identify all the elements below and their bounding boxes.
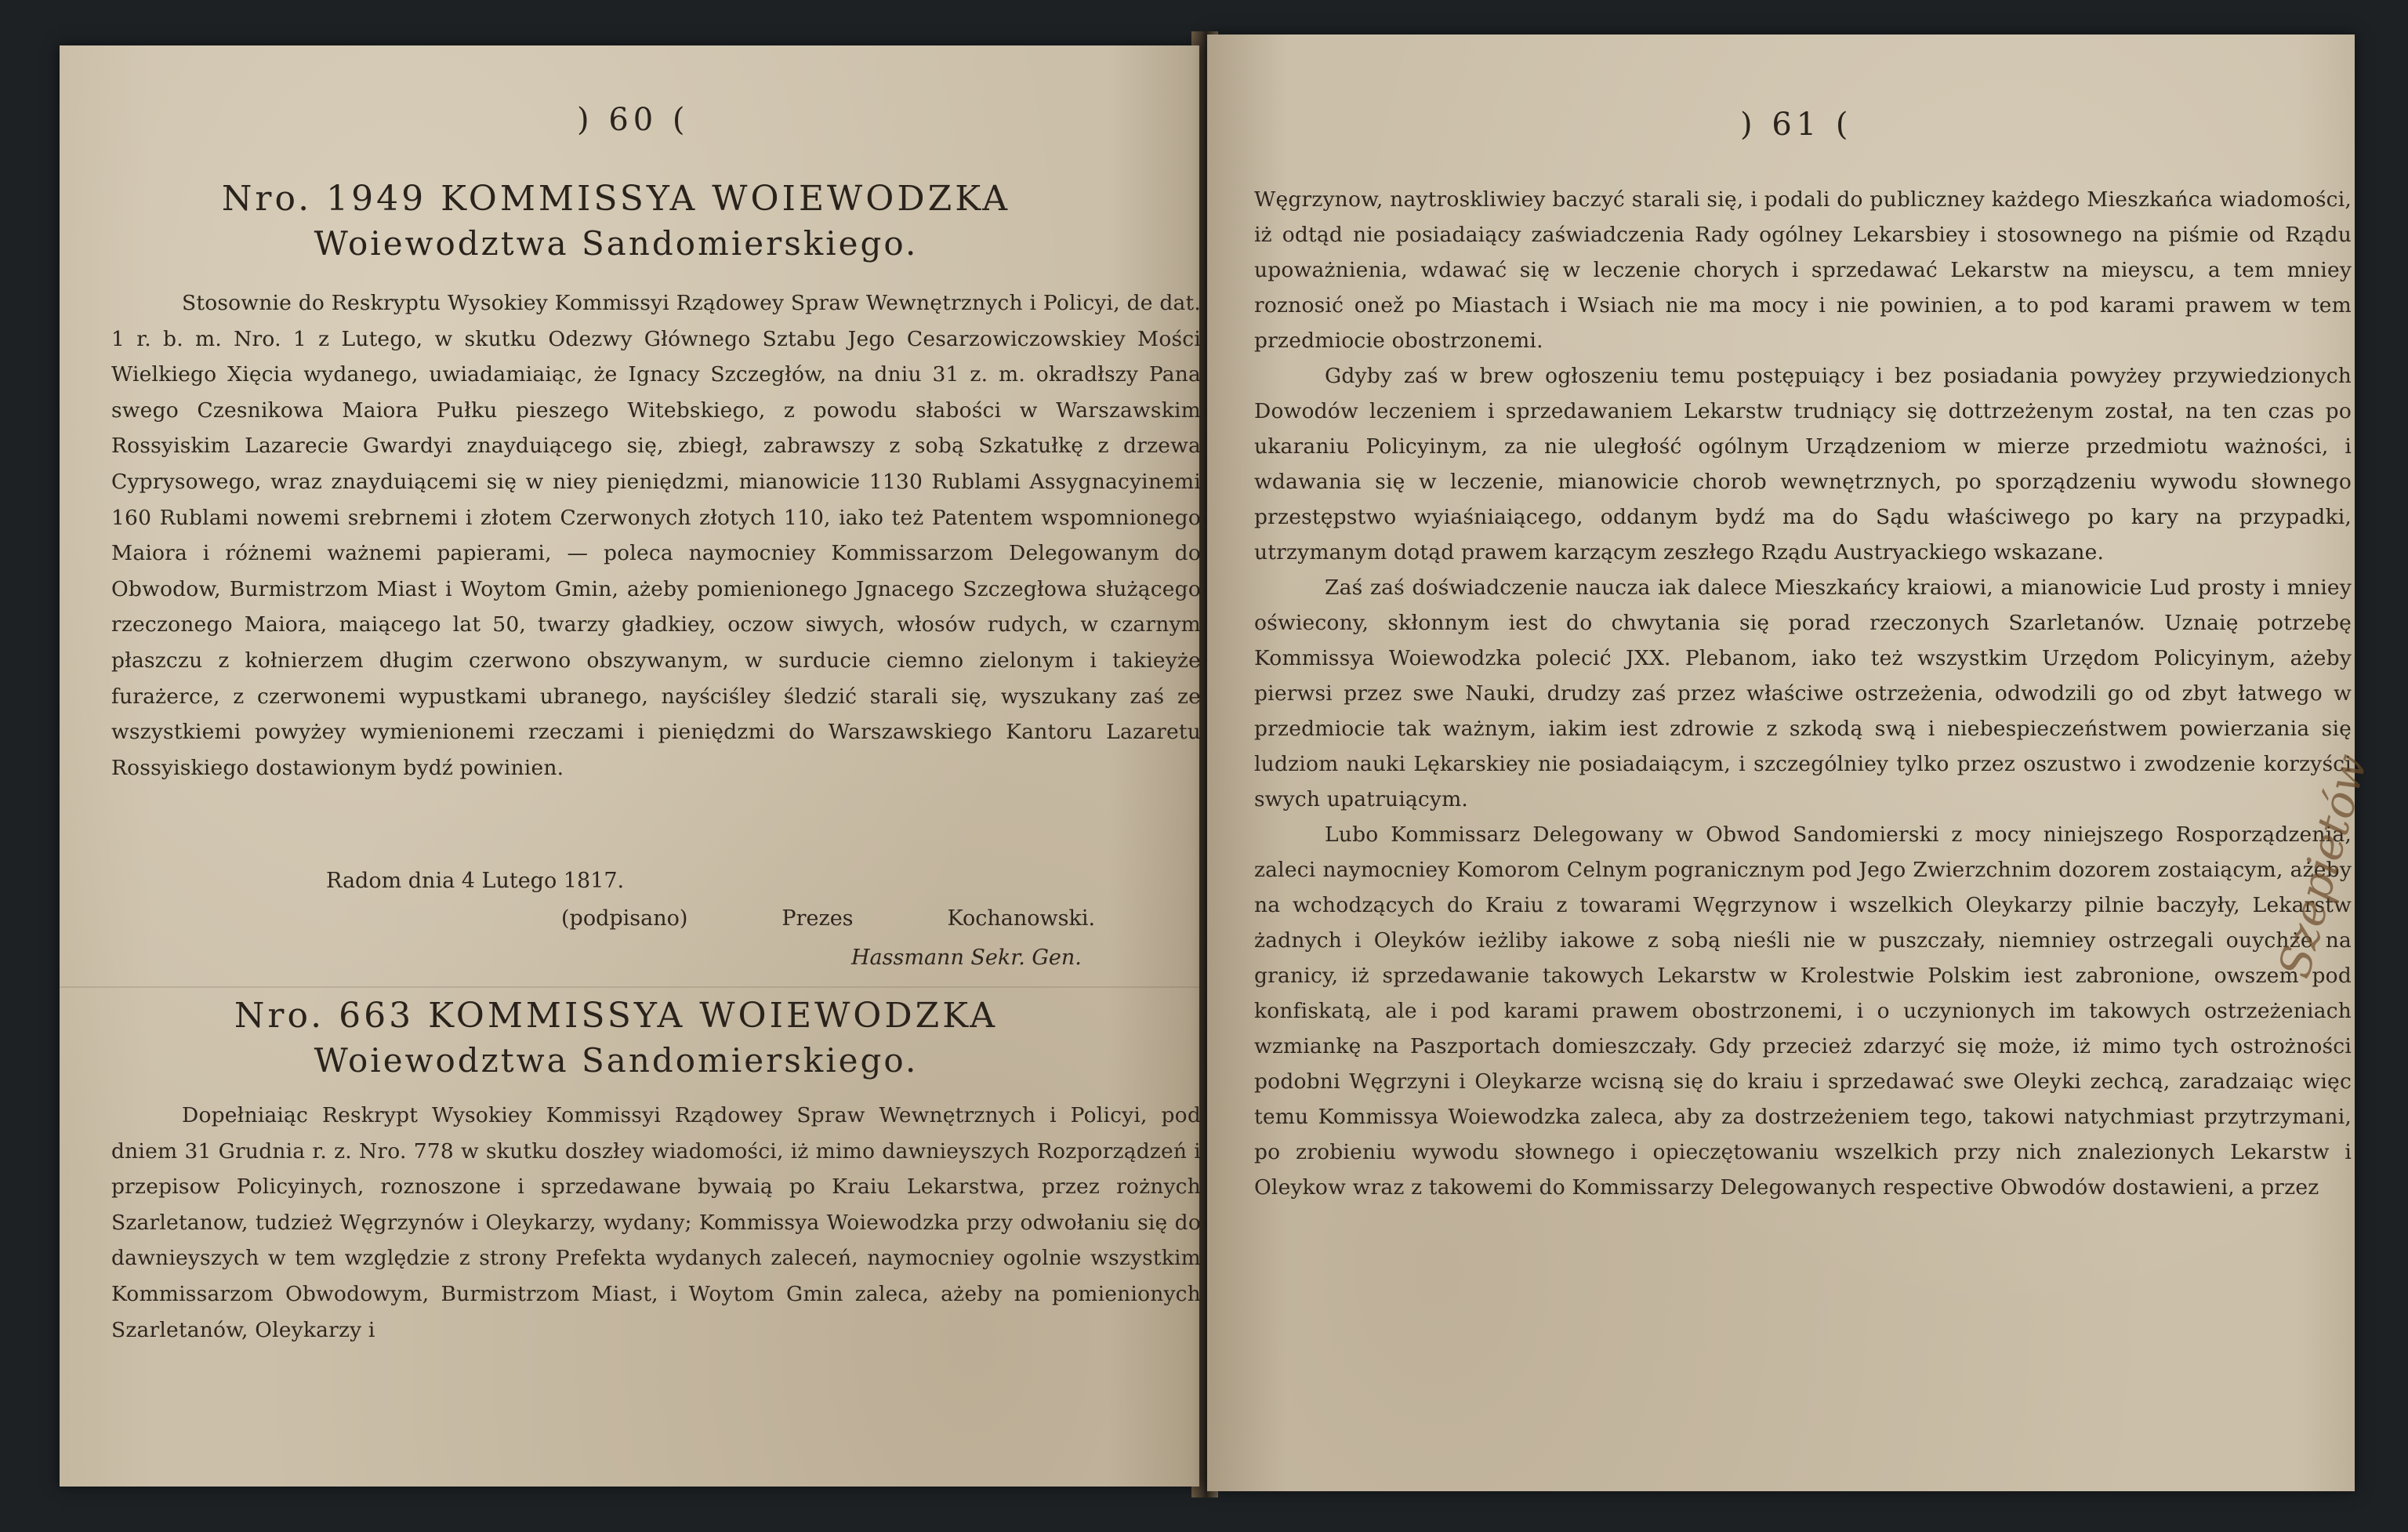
right-paragraph-1: Węgrzynow, naytroskliwiey baczyć starali się, i podali do publiczney każdego Mieszkańca wiadomości, iż odtąd nie posiadaiący zaświadczenia Rady ogólney Lekarsbiey i stosownego na piśmie od Rządu upoważnienia, wdawać się w leczenie chorych i sprzedawać Lekarstw na mieyscu, a tem mniey roznosić onež po Miastach i Wsiach nie ma mocy i nie powinien, a to pod karami prawem w tem przedmiocie obostrzonemi. <box>1254 187 2352 353</box>
notice1-title: Nro. 1949 KOMMISSYA WOIEWODZKA <box>221 179 1011 219</box>
margin-note-text: Szepietów <box>2268 748 2378 983</box>
notice2-subtitle: Woiewodztwa Sandomierskiego. <box>314 1041 919 1080</box>
right-body-block <box>1254 182 2352 1205</box>
notice2-body-block <box>111 1098 1201 1348</box>
page-number-right: ) 61 ( <box>1740 107 1853 143</box>
left-page <box>60 45 1199 1487</box>
date-line: Radom dnia 4 Lutego 1817. <box>326 869 625 893</box>
page-number-left: ) 60 ( <box>577 102 690 138</box>
notice1-body: Stosownie do Reskryptu Wysokiey Kommissyi Rządowey Spraw Wewnętrznych i Policyi, de dat. 1 r. b. m. Nro. 1 z Lutego, w skutku Odezwy Głównego Sztabu Jego Cesarzowiczowskiey Mości Wielkiego Xięcia wydanego, uwiadamiaiąc, że Ignacy Szczegłów, na dniu 31 z. m. okradłszy Pana swego Czesnikowa Maiora Pułku pieszego Witebskiego, z powodu słabości w Warszawskim Rossyiskim Lazarecie Gwardyi znayduiącego się, zbiegł, zabrawszy z sobą Szkatułkę z drzewa Cyprysowego, wraz znayduiącemi się w niey pieniędzmi, mianowicie 1130 Rublami Assygnacyinemi 160 Rublami nowemi srebrnemi i złotem Czerwonych złotych 110, iako też Patentem wspomnionego Maiora i różnemi ważnemi papierami, — poleca naymocniey Kommissarzom Delegowanym do Obwodow, Burmistrzom Miast i Woytom Gmin, ażeby pomienionego Jgnacego Szczegłowa służącego rzeczonego Maiora, maiącego lat 50, twarzy gładkiey, oczow siwych, włosów rudych, w czarnym płaszczu z kołnierzem długim czerwono obszywanym, w surducie ciemno zielonym i takieyże furażerce, z czerwonemi wypustkami ubranego, nayściśley śledzić starali się, wyszukany zaś ze wszystkiemi powyżey wymienionemi rzeczami i pieniędzmi do Warszawskiego Kantoru Lazaretu Rossyiskiego dostawionym bydź powinien. <box>111 291 1201 780</box>
signed-label: (podpisano) <box>561 906 688 931</box>
signature-role: Prezes <box>782 906 854 931</box>
signature-name: Kochanowski. <box>947 906 1096 931</box>
notice1-subtitle: Woiewodztwa Sandomierskiego. <box>314 224 919 263</box>
notice2-heading <box>107 994 1126 1084</box>
notice1-body-block <box>111 285 1201 786</box>
right-paragraph-4: Lubo Kommissarz Delegowany w Obwod Sandomierski z mocy niniejszego Rosporządzenia, zaleci naymocniey Komorom Celnym pogranicznym pod Jego Zwierzchnim dozorem zostaiącym, ażeby na wchodzących do Kraiu z towarami Węgrzynow i wszelkich Oleykarzy pilnie baczyły, Lekarstw żadnych i Oleyków ieżliby iakowe z sobą nieśli nie w puszczały, niemniey ostrzegali ouychże na granicy, iż sprzedawanie takowych Lekarstw w Krolestwie Polskim iest zabronione, owszem pod konfiskatą, ale i pod karami prawem obostrzonemi, i o uczynionych im takowych ostrzeżeniach wzmiankę na Paszportach domieszczały. Gdy przecież zdarzyć się może, iż mimo tych ostrożności podobni Węgrzyni i Oleykarze wcisną się do kraiu i sprzedawać swe Oleyki zechcą, zaradzaiąc więc temu Kommissya Woiewodzka zaleca, aby za dostrzeżeniem tego, takowi natychmiast przytrzymani, po zrobieniu wywodu słownego i opieczętowaniu wszelkich przy nich znalezionych Lekarstw i Oleykow wraz z takowemi do Kommissarzy Delegowanych respective Obwodów dostawieni, a przez <box>1254 822 2352 1200</box>
right-paragraph-3: Zaś zaś doświadczenie naucza iak dalece Mieszkańcy kraiowi, a mianowicie Lud prosty i mniey oświecony, skłonnym iest do chwytania się porad rzeczonych Szarletanów. Uznaię potrzebę Kommissya Woiewodzka polecić JXX. Plebanom, iako też wszystkim Urzędom Policyinym, ażeby pierwsi przez swe Nauki, drudzy zaś przez właściwe ostrzeżenia, odwodzili go od zbyt łatwego w przedmiocie tak ważnym, iakim iest zdrowie z szkodą swą i niebespieczeństwem powierzania się ludziom nauki Lękarskiey nie posiadaiącym, i szczególniey tylko przez oszustwo i zwodzenie korzyści swych upatruiącym. <box>1254 575 2352 811</box>
notice2-title: Nro. 663 KOMMISSYA WOIEWODZKA <box>234 996 999 1036</box>
page-crease <box>60 986 1199 988</box>
right-paragraph-2: Gdyby zaś w brew ogłoszeniu temu postępuiący i bez posiadania powyżey przywiedzionych Dowodów leczeniem i sprzedawaniem Lekarstw trudniący się dottrzeżenym został, na ten czas po ukaraniu Policyinym, za nie uległość ogólnym Urządzeniom w mierze przedmiotu ważności, i wdawania się w leczenie, mianowicie chorob wewnętrznych, po sporządzeniu wywodu słownego przestępstwo wyiaśniaiącego, oddanym bydź ma do Sądu właściwego po kary na przypadki, utrzymanym dotąd prawem karzącym zeszłego Rządu Austryackiego wskazane. <box>1254 364 2352 565</box>
secretary-line: Hassmann Sekr. Gen. <box>851 946 1082 970</box>
notice1-heading <box>107 177 1126 267</box>
right-page <box>1207 34 2378 1491</box>
signature-line <box>561 906 1095 931</box>
margin-handwritten-note <box>2268 701 2378 1030</box>
notice2-body: Dopełniaiąc Reskrypt Wysokiey Kommissyi Rządowey Spraw Wewnętrznych i Policyi, pod dniem 31 Grudnia r. z. Nro. 778 w skutku doszłey wiadomości, iż mimo dawnieyszych Rozporządzeń i przepisow Policyinych, roznoszone i sprzedawane bywaią po Kraiu Lekarstwa, przez rożnych Szarletanow, tudzież Węgrzynów i Oleykarzy, wydany; Kommissya Woiewodzka przy odwołaniu się do dawnieyszych w tem względzie z strony Prefekta wydanych zaleceń, naymocniey ogolnie wszystkim Kommissarzom Obwodowym, Burmistrzom Miast, i Woytom Gmin zaleca, ażeby na pomienionych Szarletanów, Oleykarzy i <box>111 1103 1201 1342</box>
